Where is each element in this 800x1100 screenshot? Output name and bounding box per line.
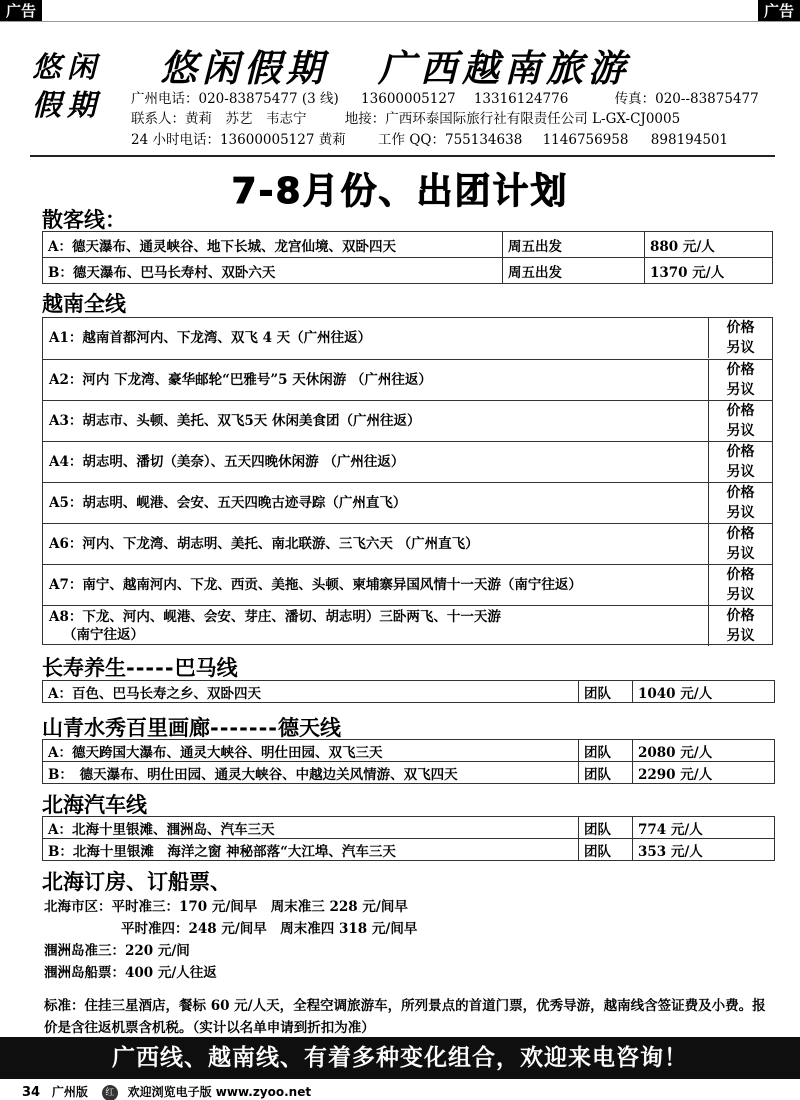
price-cell — [708, 318, 772, 358]
agency-address: 地接：广西环泰国际旅行社有限责任公司 L-GX-CJ0005 — [344, 111, 681, 127]
sanke-table — [42, 231, 773, 284]
route-text: A2：河内 下龙湾、豪华邮轮“巴雅号”5 天休闲游 （广州往返） — [49, 372, 432, 388]
price-cell: 774 元/人 — [633, 817, 775, 839]
price-note: 另议 — [726, 382, 755, 398]
section-title-beihai: 北海汽车线 — [42, 793, 147, 817]
route-text: A7：南宁、越南河内、下龙、西贡、美拖、头顿、柬埔寨异国风情十一天游（南宁往返） — [49, 577, 582, 593]
section-title-sanke: 散客线： — [42, 208, 126, 232]
bottom-banner: 广西线、越南线、有着多种变化组合，欢迎来电咨询！ — [0, 1037, 800, 1079]
route-text: A1：越南首都河内、下龙湾、双飞 4 天（广州往返） — [49, 330, 372, 346]
qq-2: 1146756958 — [542, 132, 629, 148]
price-note: 另议 — [726, 464, 755, 480]
header-title-right: 广西越南旅游 — [378, 46, 630, 90]
contact-persons: 联系人：黄莉 苏艺 韦志宁 — [131, 111, 307, 127]
table-row — [43, 564, 772, 605]
ad-tag-right: 广告 — [758, 0, 800, 22]
publication-logo-icon: 红 — [102, 1085, 118, 1100]
section-title-bama — [42, 652, 238, 682]
edition-label: 广州版 — [51, 1085, 88, 1099]
fax-number: 020--83875477 — [655, 91, 759, 107]
table-row — [43, 482, 772, 523]
booking-line: 涠洲岛准三：220 元/间 — [44, 943, 190, 959]
price-cell: 1040 元/人 — [633, 681, 775, 703]
price-label: 价格 — [726, 403, 755, 419]
mobile-2: 13316124776 — [473, 91, 569, 107]
route-text-line2: （南宁往返） — [63, 627, 144, 643]
top-divider — [0, 21, 800, 22]
title-dash: ------- — [210, 716, 279, 740]
main-title: 7-8月份、出团计划 — [231, 171, 569, 212]
bama-table — [42, 680, 775, 703]
table-row — [43, 681, 775, 703]
mobile-1: 13600005127 — [361, 91, 456, 107]
price-cell: 2080 元/人 — [633, 740, 775, 762]
table-row — [43, 839, 775, 861]
price-cell — [708, 606, 772, 646]
table-row — [43, 740, 775, 762]
type-cell: 团队 — [579, 839, 633, 861]
price-cell: 1370 元/人 — [645, 258, 773, 284]
title-tail: 德天线 — [278, 716, 342, 740]
table-row — [43, 817, 775, 839]
price-note: 另议 — [726, 587, 755, 603]
standard-note: 标准：住挂三星酒店，餐标 60 元/人天，全程空调旅游车，所列景点的首道门票，优秀导游，越南线含签证费及小费。报价是含往返机票含机税。（实计以名单申请到折扣为准） — [44, 998, 766, 1036]
section-title-vietnam: 越南全线 — [42, 292, 126, 316]
type-cell: 团队 — [579, 817, 633, 839]
price-cell — [708, 401, 772, 441]
price-label: 价格 — [726, 485, 755, 501]
phone-guangzhou: 020-83875477 (3 线) — [198, 91, 339, 107]
qq-label: 工作 QQ： — [378, 132, 445, 148]
price-note: 另议 — [726, 505, 755, 521]
price-label: 价格 — [726, 444, 755, 460]
contact-line-persons — [131, 110, 680, 128]
price-label: 价格 — [726, 320, 755, 336]
qq-3: 898194501 — [650, 132, 729, 148]
title-tail: 巴马线 — [174, 656, 238, 680]
price-label: 价格 — [726, 608, 755, 624]
fax-label: 传真： — [614, 91, 656, 107]
route-text: A4：胡志明、潘切（美奈）、五天四晚休闲游 （广州往返） — [49, 454, 405, 470]
title-main: 长寿养生 — [42, 656, 126, 680]
beihai-table — [42, 816, 775, 861]
vietnam-table — [42, 317, 773, 645]
type-cell: 团队 — [579, 681, 633, 703]
price-label: 价格 — [726, 362, 755, 378]
table-row — [43, 523, 772, 564]
header-title — [160, 38, 630, 92]
contact-line-hotline — [131, 131, 728, 149]
table-row — [43, 400, 772, 441]
price-cell — [708, 483, 772, 523]
route-text: A3：胡志市、头顿、美托、双飞5天 休闲美食团（广州往返） — [49, 413, 421, 429]
booking-line: 涠洲岛船票：400 元/人往返 — [44, 965, 217, 981]
table-row — [43, 762, 775, 784]
price-label: 价格 — [726, 567, 755, 583]
hotline: 24 小时电话：13600005127 黄莉 — [131, 132, 346, 148]
price-cell — [708, 360, 772, 400]
price-cell: 880 元/人 — [645, 232, 773, 258]
detian-table — [42, 739, 775, 784]
route-text: A5：胡志明、岘港、会安、五天四晚古迹寻踪（广州直飞） — [49, 495, 407, 511]
header-divider — [30, 155, 775, 157]
qq-1: 755134638 — [444, 132, 523, 148]
price-note: 另议 — [726, 546, 755, 562]
depart-cell: 周五出发 — [503, 258, 645, 284]
booking-line: 北海市区：平时准三：170 元/间早 周末准三 228 元/间早 — [44, 899, 408, 915]
price-note: 另议 — [726, 628, 755, 644]
contact-line-phones — [131, 90, 759, 108]
section-title-detian — [42, 712, 341, 742]
route-cell: B：北海十里银滩 海洋之窗 神秘部落“大江埠、汽车三天 — [43, 839, 579, 861]
page-number: 34 — [22, 1085, 41, 1100]
booking-line: 平时准四：248 元/间早 周末准四 318 元/间早 — [121, 921, 418, 937]
type-cell: 团队 — [579, 762, 633, 784]
route-cell: A：德天跨国大瀑布、通灵大峡谷、明仕田园、双飞三天 — [43, 740, 579, 762]
price-cell — [708, 524, 772, 564]
price-cell — [708, 442, 772, 482]
route-cell: A：北海十里银滩、涠洲岛、汽车三天 — [43, 817, 579, 839]
title-main: 山青水秀百里画廊 — [42, 716, 210, 740]
price-cell: 2290 元/人 — [633, 762, 775, 784]
table-row — [43, 258, 773, 284]
table-row — [43, 232, 773, 258]
page-footer — [22, 1083, 311, 1100]
table-row — [43, 318, 772, 359]
price-note: 另议 — [726, 423, 755, 439]
price-cell — [708, 565, 772, 605]
table-row — [43, 441, 772, 482]
route-cell: B： 德天瀑布、明仕田园、通灵大峡谷、中越边关风情游、双飞四天 — [43, 762, 579, 784]
route-text — [49, 608, 501, 644]
section-title-booking: 北海订房、订船票、 — [42, 870, 231, 894]
logo: 悠闲假期 — [32, 50, 103, 122]
ad-tag-left: 广告 — [0, 0, 42, 22]
header-title-left: 悠闲假期 — [160, 46, 328, 90]
route-cell: A：德天瀑布、通灵峡谷、地下长城、龙宫仙境、双卧四天 — [43, 232, 503, 258]
route-text: A6：河内、下龙湾、胡志明、美托、南北联游、三飞六天 （广州直飞） — [49, 536, 479, 552]
price-note: 另议 — [726, 340, 755, 356]
depart-cell: 周五出发 — [503, 232, 645, 258]
type-cell: 团队 — [579, 740, 633, 762]
table-row — [43, 359, 772, 400]
price-label: 价格 — [726, 526, 755, 542]
route-cell: B：德天瀑布、巴马长寿村、双卧六天 — [43, 258, 503, 284]
title-dash: ----- — [126, 656, 175, 680]
footer-website[interactable]: 欢迎浏览电子版 www.zyoo.net — [127, 1085, 312, 1099]
table-row — [43, 605, 772, 646]
route-cell: A：百色、巴马长寿之乡、双卧四天 — [43, 681, 579, 703]
price-cell: 353 元/人 — [633, 839, 775, 861]
phone-label: 广州电话： — [131, 91, 199, 107]
route-text-line1: A8：下龙、河内、岘港、会安、芽庄、潘切、胡志明）三卧两飞、十一天游 — [49, 609, 501, 625]
